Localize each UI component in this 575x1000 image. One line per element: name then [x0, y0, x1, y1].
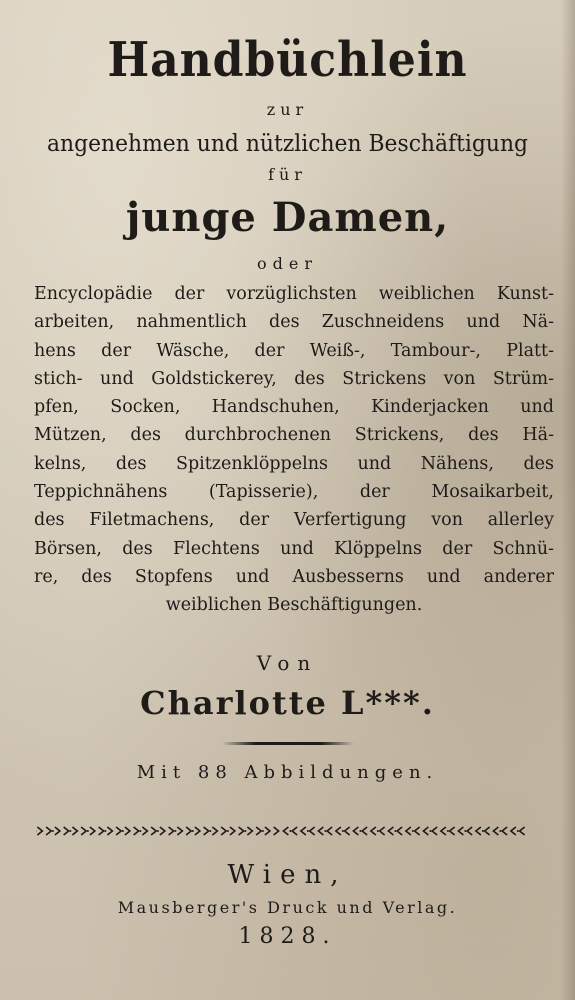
- ornament-chevron: [125, 827, 130, 835]
- ornament-bead: [52, 830, 54, 832]
- ornament-chevron: [55, 827, 60, 835]
- description-line: Teppichnähens (Tapisserie), der Mosaikarbeit,: [34, 482, 554, 503]
- ornament-bead: [174, 830, 176, 832]
- ornament-chevron: [336, 827, 341, 835]
- imprint-city: Wien,: [227, 860, 348, 890]
- description-line: des Filetmachens, der Verfertigung von allerley: [34, 510, 554, 531]
- ornament-chevron: [64, 827, 69, 835]
- ornament-chevron: [186, 827, 191, 835]
- imprint-publisher: Mausberger's Druck und Verlag.: [117, 898, 458, 917]
- description-line: kelns, des Spitzenklöppelns und Nähens, des: [34, 453, 554, 474]
- connector-zur: zur: [266, 100, 309, 119]
- ornament-chevron: [72, 827, 77, 835]
- ornament-chevron: [134, 827, 139, 835]
- ornament-bead: [122, 830, 124, 832]
- ornamental-rule: [36, 824, 526, 838]
- ornament-bead: [104, 830, 106, 832]
- ornament-chevron: [380, 827, 385, 835]
- description-line: stich- und Goldstickerey, des Strickens von Strüm-: [34, 368, 554, 389]
- ornament-chevron: [212, 827, 217, 835]
- ornament-chevron: [151, 827, 156, 835]
- connector-oder: oder: [257, 254, 318, 273]
- ornament-chevron: [160, 827, 165, 835]
- author-name: Charlotte L***.: [140, 684, 435, 722]
- ornament-bead: [262, 830, 264, 832]
- ornament-chevron: [493, 827, 498, 835]
- book-subtitle: angenehmen und nützlichen Beschäftigung: [46, 131, 529, 157]
- ornament-chevron: [81, 827, 86, 835]
- ornament-chevron: [511, 827, 516, 835]
- ornament-chevron: [292, 827, 297, 835]
- description-line: re, des Stopfens und Ausbesserns und anderer: [34, 566, 554, 587]
- ornament-chevron: [502, 827, 507, 835]
- ornament-chevron: [301, 827, 306, 835]
- ornament-chevron: [195, 827, 200, 835]
- ornament-bead: [244, 830, 246, 832]
- ornament-chevron: [265, 827, 270, 835]
- ornament-chevron: [450, 827, 455, 835]
- ornament-chevron: [467, 827, 472, 835]
- description-line: arbeiten, nahmentlich des Zuschneidens und Nä-: [34, 312, 554, 333]
- description-line: Mützen, des durchbrochenen Strickens, des Hä-: [34, 425, 554, 446]
- ornament-chevron: [283, 827, 288, 835]
- ornament-bead: [139, 830, 141, 832]
- ornament-chevron: [221, 827, 226, 835]
- book-title: Handbüchlein: [107, 32, 468, 88]
- ornament-chevron: [37, 827, 42, 835]
- ornament-chevron: [204, 827, 209, 835]
- ornament-chevron: [397, 827, 402, 835]
- author-rule: [222, 742, 354, 745]
- ornament-chevron: [371, 827, 376, 835]
- ornament-chevron: [327, 827, 332, 835]
- ornament-chevron: [318, 827, 323, 835]
- description-line: pfen, Socken, Handschuhen, Kinderjacken und: [34, 397, 554, 418]
- ornament-chevron: [353, 827, 358, 835]
- ornament-chevron: [310, 827, 315, 835]
- ornament-bead: [227, 830, 229, 832]
- ornament-chevron: [46, 827, 51, 835]
- illustrations-note: Mit 88 Abbildungen.: [136, 762, 439, 783]
- ornament-bead: [87, 830, 89, 832]
- ornament-chevron: [169, 827, 174, 835]
- description-line: Börsen, des Flechtens und Klöppelns der Schnü-: [34, 538, 554, 559]
- description-line: weiblichen Beschäftigungen.: [165, 595, 423, 616]
- ornament-chevron: [362, 827, 367, 835]
- connector-fuer: für: [268, 165, 307, 184]
- ornament-chevron: [107, 827, 112, 835]
- ornament-bead: [69, 830, 71, 832]
- audience-heading: junge Damen,: [125, 194, 450, 241]
- ornament-chevron: [239, 827, 244, 835]
- ornament-chevron: [458, 827, 463, 835]
- description-line: hens der Wäsche, der Weiß-, Tambour-, Platt-: [34, 340, 554, 361]
- ornament-chevron: [423, 827, 428, 835]
- description-line: Encyclopädie der vorzüglichsten weiblichen Kunst-: [34, 284, 554, 304]
- ornament-chevron: [520, 827, 525, 835]
- by-label: Von: [256, 651, 319, 675]
- imprint-year: 1828.: [238, 924, 337, 949]
- ornament-bead: [192, 830, 194, 832]
- ornament-chevron: [345, 827, 350, 835]
- ornament-chevron: [177, 827, 182, 835]
- ornament-chevron: [441, 827, 446, 835]
- ornament-chevron: [432, 827, 437, 835]
- ornament-chevron: [256, 827, 261, 835]
- ornament-chevron: [142, 827, 147, 835]
- ornament-chevron: [90, 827, 95, 835]
- ornament-chevron: [247, 827, 252, 835]
- description-paragraph: [34, 280, 554, 620]
- ornament-chevron: [406, 827, 411, 835]
- ornament-chevron: [230, 827, 235, 835]
- ornament-chevron: [476, 827, 481, 835]
- ornament-chevron: [415, 827, 420, 835]
- ornament-chevron: [116, 827, 121, 835]
- ornament-chevron: [99, 827, 104, 835]
- ornament-chevron: [485, 827, 490, 835]
- ornament-chevron: [274, 827, 279, 835]
- ornament-bead: [157, 830, 159, 832]
- ornament-chevron: [388, 827, 393, 835]
- ornament-bead: [209, 830, 211, 832]
